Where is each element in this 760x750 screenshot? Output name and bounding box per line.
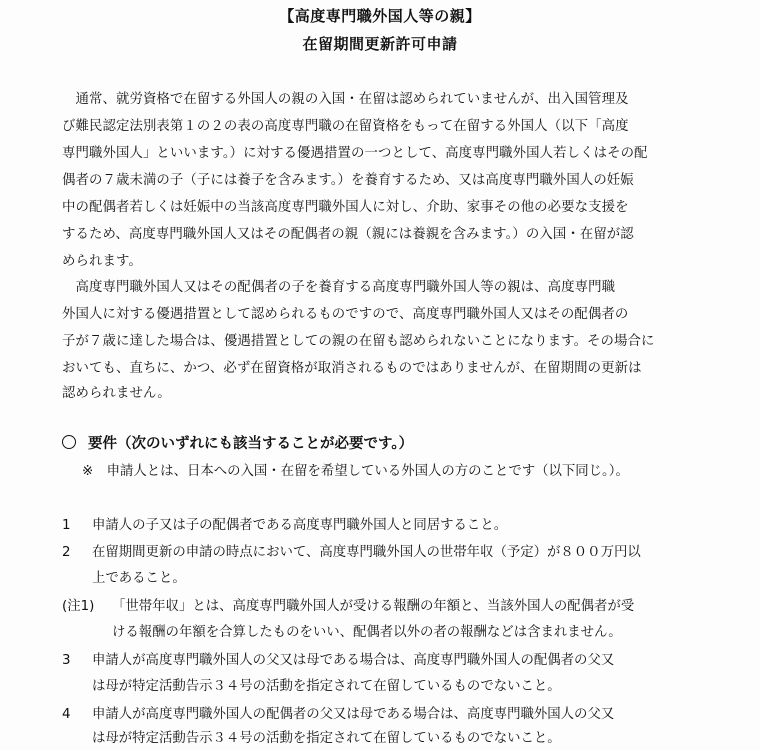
requirements-heading-text: 要件（次のいずれにも該当することが必要です。） [88, 436, 414, 452]
item-line: は母が特定活動告示３４号の活動を指定されて在留しているものでないこと。 [92, 679, 561, 694]
intro-line: 子が７歳に達した場合は、優遇措置としての親の在留も認められないことになります。その場合に [62, 334, 655, 349]
applicant-note: ※ 申請人とは、日本への入国・在留を希望している外国人の方のことです（以下同じ。）。 [82, 464, 629, 479]
item-number: 2 [62, 545, 71, 560]
intro-line: 認められません。 [62, 386, 171, 401]
item-line: は母が特定活動告示３４号の活動を指定されて在留しているものでないこと。 [92, 731, 561, 746]
item-line: 在留期間更新の申請の時点において、高度専門職外国人の世帯年収（予定）が８００万円以 [92, 545, 641, 560]
item-number: (注1) [62, 599, 95, 614]
item-number: 3 [62, 653, 71, 668]
intro-line: 中の配偶者若しくは妊娠中の当該高度専門職外国人に対し、介助、家事その他の必要な支援を [62, 200, 629, 215]
item-line: 申請人が高度専門職外国人の配偶者の父又は母である場合は、高度専門職外国人の父又 [92, 707, 615, 722]
item-line: 上であること。 [92, 571, 186, 586]
intro-line: 専門職外国人」といいます。）に対する優遇措置の一つとして、高度専門職外国人若しくはその配 [62, 146, 648, 161]
intro-line: おいても、直ちに、かつ、必ず在留資格が取消されるものではありませんが、在留期間の更新は [62, 361, 642, 376]
intro-line: するため、高度専門職外国人又はその配偶者の親（親には養親を含みます。）の入国・在留が認 [62, 227, 634, 242]
item-line: ける報酬の年額を合算したものをいい、配偶者以外の者の報酬などは含まれません。 [112, 625, 622, 640]
intro-line: 通常、就労資格で在留する外国人の親の入国・在留は認められていませんが、出入国管理及 [62, 92, 629, 107]
intro-line: 高度専門職外国人又はその配偶者の子を養育する高度専門職外国人等の親は、高度専門職 [62, 280, 616, 295]
intro-line: び難民認定法別表第１の２の表の高度専門職の在留資格をもって在留する外国人（以下「高度 [62, 119, 629, 134]
document-subtitle: 在留期間更新許可申請 [302, 35, 458, 53]
intro-line: められます。 [62, 254, 142, 269]
item-number: 1 [62, 518, 71, 533]
intro-line: 偶者の７歳未満の子（子には養子を含みます。）を養育するため、又は高度専門職外国人の妊娠 [62, 173, 634, 188]
intro-line: 外国人に対する優遇措置として認められるものですので、高度専門職外国人又はその配偶者の [62, 307, 629, 322]
circle-bullet-icon [62, 435, 76, 449]
document-title: 【高度専門職外国人等の親】 [279, 7, 481, 25]
requirements-heading [62, 434, 413, 454]
item-line: 「世帯年収」とは、高度専門職外国人が受ける報酬の年額と、当該外国人の配偶者が受 [112, 599, 635, 614]
item-line: 申請人が高度専門職外国人の父又は母である場合は、高度専門職外国人の配偶者の父又 [92, 653, 615, 668]
item-line: 申請人の子又は子の配偶者である高度専門職外国人と同居すること。 [92, 518, 508, 533]
item-number: 4 [62, 707, 71, 722]
